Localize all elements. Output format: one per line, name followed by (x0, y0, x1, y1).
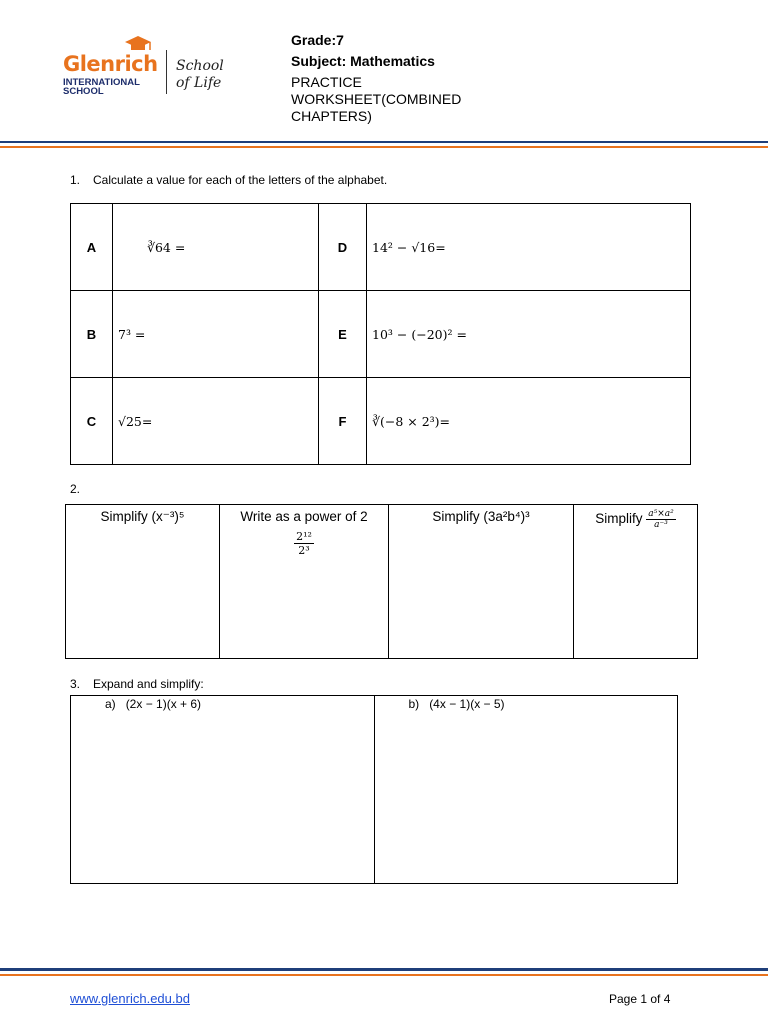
cell-prompt: Simplify (3a²b⁴)³ (432, 509, 530, 524)
cell-prompt: Write as a power of 2 (240, 509, 368, 524)
table-row (66, 505, 698, 659)
logo-name: Glenrich (63, 52, 158, 76)
row-label: E (319, 291, 367, 378)
q3-table (70, 695, 678, 884)
table-row (71, 378, 691, 465)
answer-cell (71, 696, 375, 884)
fraction (294, 530, 314, 557)
fraction-numerator: a⁵×a² (648, 509, 674, 519)
footer-rule-navy (0, 968, 768, 971)
logo-subtitle: INTERNATIONAL SCHOOL (63, 77, 140, 97)
website-link[interactable]: www.glenrich.edu.bd (70, 991, 190, 1006)
tagline: School of Life (176, 58, 224, 91)
worksheet-title-line2: WORKSHEET(COMBINED (291, 91, 462, 107)
row-label: D (319, 204, 367, 291)
table-row (71, 204, 691, 291)
expression: √25= (113, 378, 319, 465)
answer-cell (374, 696, 678, 884)
part-label: a) (105, 697, 116, 711)
page-number: Page 1 of 4 (609, 992, 671, 1006)
expression: ∛64 = (113, 204, 319, 291)
worksheet-title-line3: CHAPTERS) (291, 108, 372, 124)
q1-table (70, 203, 691, 465)
answer-cell (389, 505, 574, 659)
grade-label: Grade:7 (291, 32, 344, 48)
table-row (71, 696, 678, 884)
fraction-numerator: 2¹² (296, 530, 312, 543)
header-rule-navy (0, 141, 768, 143)
q1-prompt: Calculate a value for each of the letters of the alphabet. (93, 173, 388, 187)
table-row (71, 291, 691, 378)
q1-number: 1. (70, 173, 81, 187)
row-label: C (71, 378, 113, 465)
worksheet-title-line1: PRACTICE (291, 74, 362, 90)
logo-divider (166, 50, 167, 94)
q3-prompt: Expand and simplify: (93, 677, 204, 691)
q2-number: 2. (70, 482, 81, 496)
cell-prompt: Simplify (x⁻³)⁵ (100, 509, 185, 524)
part-label: b) (408, 697, 420, 711)
answer-cell (66, 505, 220, 659)
expression: 7³ = (113, 291, 319, 378)
q2-table (65, 504, 698, 659)
expression: ∛(−8 × 2³)= (367, 378, 691, 465)
part-expression: (2x − 1)(x + 6) (125, 697, 202, 711)
q3-number: 3. (70, 677, 81, 691)
row-label: B (71, 291, 113, 378)
footer-rule-orange (0, 974, 768, 976)
fraction-denominator: a⁻³ (654, 520, 668, 530)
part-expression: (4x − 1)(x − 5) (429, 697, 505, 711)
expression: 14² − √16= (367, 204, 691, 291)
fraction-denominator: 2³ (298, 544, 310, 557)
expression: 10³ − (−20)² = (367, 291, 691, 378)
cell-prompt: Simplify (595, 511, 643, 527)
row-label: A (71, 204, 113, 291)
answer-cell (220, 505, 389, 659)
header-rule-orange (0, 146, 768, 148)
answer-cell (574, 505, 698, 659)
fraction (646, 509, 676, 530)
row-label: F (319, 378, 367, 465)
subject-label: Subject: Mathematics (291, 53, 435, 69)
